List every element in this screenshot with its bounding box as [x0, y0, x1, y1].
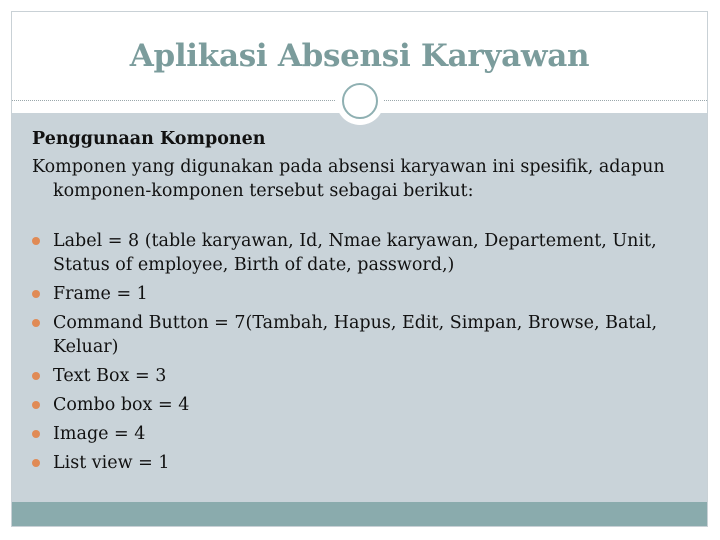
- spacer: [32, 203, 682, 229]
- bullet-icon: [32, 430, 40, 438]
- intro-paragraph: Komponen yang digunakan pada absensi karyawan ini spesifik, adapun komponen-komponen tersebut sebagai berikut:: [32, 157, 665, 201]
- bullet-icon: [32, 401, 40, 409]
- list-item-text: Label = 8 (table karyawan, Id, Nmae karyawan, Departement, Unit, Status of employee, Birth of date, password,): [53, 231, 657, 275]
- bullet-icon: [32, 459, 40, 467]
- list-item-text: Text Box = 3: [53, 366, 167, 386]
- list-item: [32, 229, 682, 277]
- list-item: [32, 282, 682, 306]
- footer-bar: [12, 502, 707, 526]
- slide-body: [32, 126, 682, 480]
- list-item-text: Combo box = 4: [53, 395, 190, 415]
- list-item: [32, 451, 682, 475]
- bullet-icon: [32, 319, 40, 327]
- list-item: [32, 364, 682, 388]
- bullet-icon: [32, 237, 40, 245]
- list-item: [32, 393, 682, 417]
- circle-ring: [342, 83, 378, 119]
- list-item-text: Command Button = 7(Tambah, Hapus, Edit, Simpan, Browse, Batal, Keluar): [53, 313, 658, 357]
- list-item-text: List view = 1: [53, 453, 170, 473]
- list-item: [32, 311, 682, 359]
- circle-ornament-icon: [336, 77, 384, 125]
- bullet-icon: [32, 372, 40, 380]
- list-item: [32, 422, 682, 446]
- section-heading: Penggunaan Komponen: [32, 129, 266, 149]
- list-item-text: Image = 4: [53, 424, 146, 444]
- bullet-icon: [32, 290, 40, 298]
- bullet-list: [32, 229, 682, 475]
- slide-title: Aplikasi Absensi Karyawan: [129, 38, 590, 74]
- list-item-text: Frame = 1: [53, 284, 148, 304]
